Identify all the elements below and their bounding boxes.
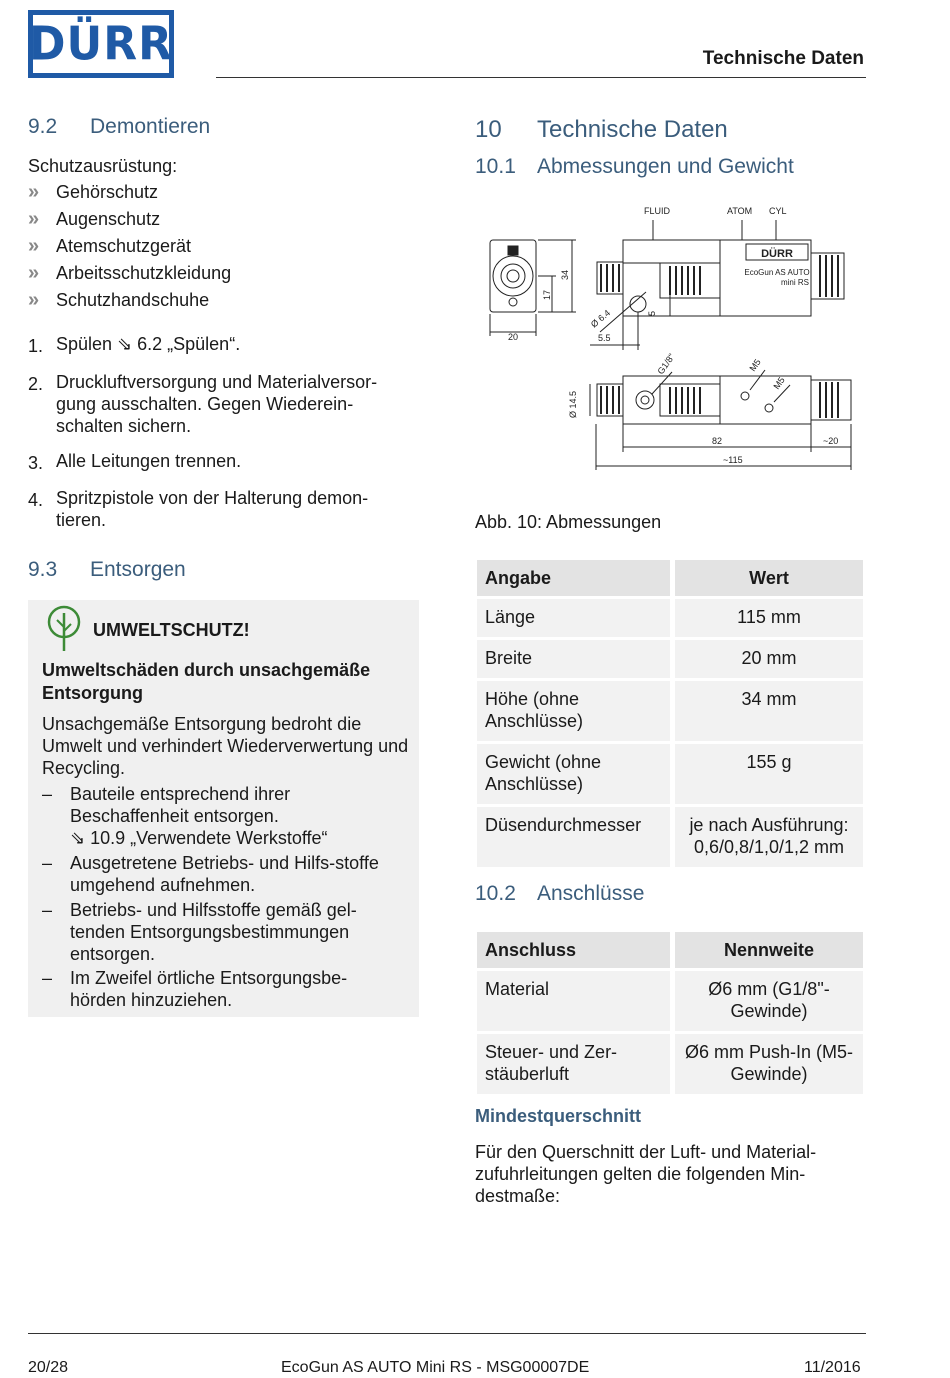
dimension-drawing (480, 200, 870, 475)
step-text: Alle Leitungen trennen. (56, 451, 242, 471)
drawing-label: G1/8" (655, 351, 677, 377)
drawing-label: EcoGun AS AUTO (744, 268, 810, 277)
drawing-label: FLUID (644, 206, 671, 216)
paragraph: Für den Querschnitt der Luft- und Material-zufuhrleitungen gelten die folgenden Min-destmaße: (475, 1142, 817, 1206)
notice-item: – Im Zweifel örtliche Entsorgungsbe-hörden hinzuziehen. (42, 968, 348, 1010)
ppe-label: Schutzausrüstung: (28, 156, 178, 176)
section-heading-9-2 (28, 115, 210, 139)
ppe-list (28, 179, 418, 314)
drawing-label: Ø 14.5 (568, 390, 578, 418)
step-1: 1. Spülen ⇘ 6.2 „Spülen“. (28, 333, 418, 355)
table-row (477, 744, 863, 804)
section-number: 9.3 (28, 558, 58, 581)
footer-divider (28, 1333, 866, 1334)
page-number: 20/28 (28, 1359, 69, 1376)
section-heading-10-2 (475, 882, 644, 906)
list-item: » Augenschutz (28, 206, 418, 233)
section-title: Entsorgen (90, 558, 186, 581)
document-date: 11/2016 (804, 1359, 861, 1376)
header-section-title: Technische Daten (702, 48, 864, 69)
tree-eco-icon (46, 605, 82, 653)
drawing-label: ATOM (727, 206, 753, 216)
chevron-bullet-icon: » (28, 181, 40, 203)
chevron-bullet-icon: » (28, 289, 40, 311)
table-cell: Höhe (ohne Anschlüsse) (477, 681, 670, 741)
table-cell: je nach Ausführung: 0,6/0,8/1,0/1,2 mm (675, 807, 863, 867)
duerr-logo (28, 10, 174, 78)
logo-text: DÜRR (29, 17, 174, 71)
table-header: Anschluss (477, 932, 670, 968)
drawing-label: 17 (542, 289, 552, 300)
table-cell: Länge (477, 599, 670, 637)
table-cell: 115 mm (675, 599, 863, 637)
drawing-label: 5.5 (598, 333, 611, 343)
list-item: » Schutzhandschuhe (28, 287, 418, 314)
drawing-label: ~115 (723, 455, 743, 465)
subheading-mindestquerschnitt: Mindestquerschnitt (475, 1106, 642, 1126)
drawing-label: 20 (508, 332, 519, 342)
table-header: Wert (675, 560, 863, 596)
notice-label: UMWELTSCHUTZ! (93, 620, 250, 640)
section-number: 10.1 (475, 155, 516, 178)
table-cell: Ø6 mm (G1/8"-Gewinde) (675, 971, 863, 1031)
section-number: 10 (475, 116, 502, 143)
section-number: 9.2 (28, 115, 58, 138)
table-row (477, 971, 863, 1031)
table-cell: 20 mm (675, 640, 863, 678)
notice-body: Unsachgemäße Entsorgung bedroht die Umwelt und verhindert Wiederverwertung und Recycling. (42, 714, 409, 778)
section-heading-10 (475, 116, 728, 144)
table-header: Nennweite (675, 932, 863, 968)
table-cell: Düsendurchmesser (477, 807, 670, 867)
document-id: EcoGun AS AUTO Mini RS - MSG00007DE (281, 1359, 590, 1376)
drawing-label: CYL (769, 206, 787, 216)
section-title: Anschlüsse (537, 882, 645, 905)
drawing-label: M5 (747, 357, 763, 374)
table-cell: Gewicht (ohne Anschlüsse) (477, 744, 670, 804)
connections-table (472, 929, 868, 1097)
step-4: 4. Spritzpistole von der Halterung demon-tieren. (28, 487, 398, 531)
table-header-row (477, 932, 863, 968)
header-divider (216, 77, 866, 78)
table-row (477, 599, 863, 637)
dimensions-table (472, 557, 868, 870)
section-number: 10.2 (475, 882, 516, 905)
table-cell: Ø6 mm Push-In (M5-Gewinde) (675, 1034, 863, 1094)
section-heading-10-1 (475, 155, 794, 179)
notice-cross-reference[interactable]: ⇘ 10.9 „Verwendete Werkstoffe“ (70, 828, 328, 848)
table-row (477, 681, 863, 741)
step-text: Druckluftversorgung und Materialversor-gung ausschalten. Gegen Wiederein-schalten sichern. (56, 372, 378, 436)
step-2: 2. Druckluftversorgung und Materialversor-gung ausschalten. Gegen Wiederein-schalten sichern. (28, 371, 388, 437)
section-title: Technische Daten (537, 116, 728, 143)
table-header-row (477, 560, 863, 596)
notice-item: – Ausgetretene Betriebs- und Hilfs-stoffe umgehend aufnehmen. (42, 853, 379, 895)
chevron-bullet-icon: » (28, 235, 40, 257)
section-title: Abmessungen und Gewicht (537, 155, 794, 178)
drawing-label: mini RS (780, 278, 810, 287)
table-header: Angabe (477, 560, 670, 596)
drawing-label: DÜRR (761, 248, 793, 260)
chevron-bullet-icon: » (28, 208, 40, 230)
table-row (477, 807, 863, 867)
drawing-label: 34 (560, 269, 570, 280)
table-row (477, 640, 863, 678)
section-heading-9-3 (28, 558, 186, 582)
drawing-label: ~20 (823, 436, 839, 446)
drawing-label: 5 (647, 310, 657, 316)
list-item: » Arbeitsschutzkleidung (28, 260, 418, 287)
section-title: Demontieren (90, 115, 211, 138)
notice-heading: Umweltschäden durch unsachgemäße Entsorgung (42, 660, 371, 703)
table-cell: Steuer- und Zer-stäuberluft (477, 1034, 670, 1094)
table-cell: 155 g (675, 744, 863, 804)
table-cell: Breite (477, 640, 670, 678)
figure-caption: Abb. 10: Abmessungen (475, 512, 662, 532)
chevron-bullet-icon: » (28, 262, 40, 284)
drawing-label: Ø 6.4 (588, 307, 613, 330)
list-item: » Gehörschutz (28, 179, 418, 206)
table-row (477, 1034, 863, 1094)
step-text: Spritzpistole von der Halterung demon-tieren. (56, 488, 369, 530)
step-text[interactable]: Spülen ⇘ 6.2 „Spülen“. (56, 334, 241, 354)
table-cell: 34 mm (675, 681, 863, 741)
step-3: 3. Alle Leitungen trennen. (28, 450, 418, 472)
drawing-label: M5 (771, 375, 787, 392)
table-cell: Material (477, 971, 670, 1031)
notice-item: – Bauteile entsprechend ihrer Beschaffenheit entsorgen. (42, 784, 291, 826)
drawing-label: 82 (712, 436, 723, 446)
list-item: » Atemschutzgerät (28, 233, 418, 260)
notice-item: – Betriebs- und Hilfsstoffe gemäß gel-tenden Entsorgungsbestimmungen entsorgen. (42, 900, 357, 964)
